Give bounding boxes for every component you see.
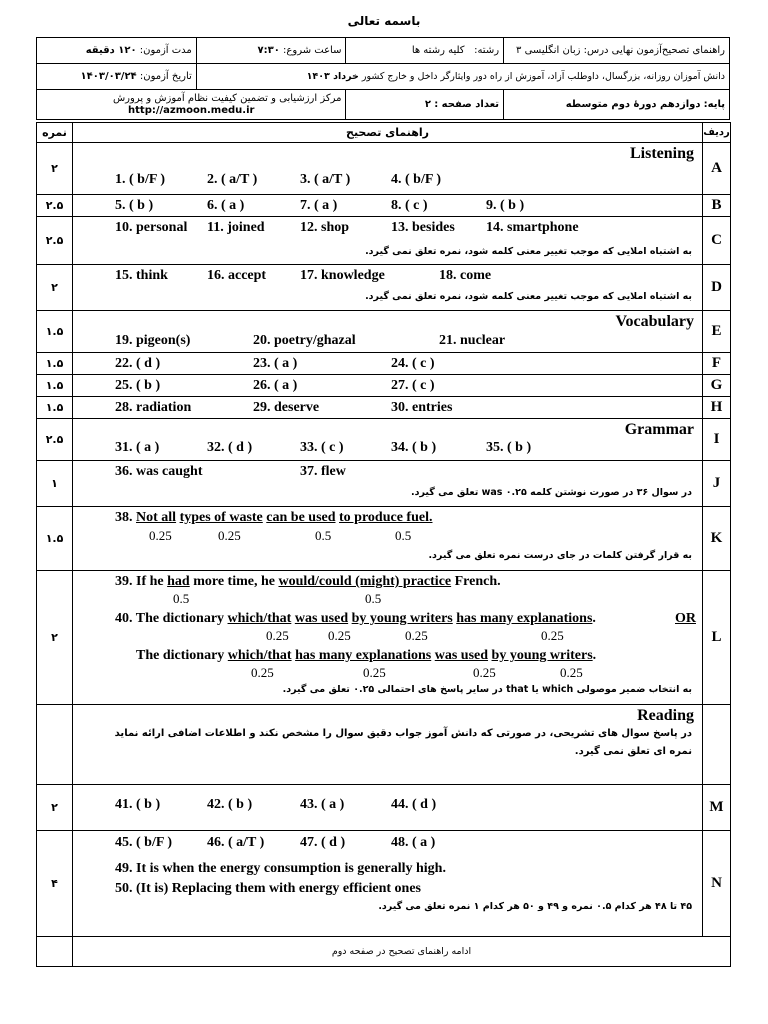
answer-item: 4. ( b/F ) — [391, 172, 442, 187]
question-38: 38. Not all types of waste can be used to produce fuel. — [115, 510, 433, 525]
answer-item: 18. come — [439, 268, 492, 283]
row-score: ۱.۵ — [37, 507, 73, 571]
row-score: ۲ — [37, 143, 73, 195]
part-score: 0.25 — [405, 628, 428, 643]
guide-header: راهنمای تصحیح — [73, 123, 703, 143]
exam-date-value: ۱۴۰۳/۰۳/۲۴ — [80, 71, 137, 82]
row-id: F — [703, 353, 731, 375]
answer-item: 29. deserve — [253, 400, 320, 415]
field-value: کلیه رشته ها — [411, 45, 465, 56]
grading-note: به اشتباه املایی که موجب تغییر معنی کلمه شود، نمره تعلق نمی گیرد. — [365, 246, 692, 257]
answer-item: 12. shop — [300, 220, 350, 235]
question-40-alternative: The dictionary which/that has many explanations was used by young writers. — [136, 648, 597, 663]
row-id: M — [703, 785, 731, 831]
section-grammar: Grammar — [624, 421, 694, 438]
exam-header — [36, 37, 730, 120]
table-row — [37, 143, 731, 195]
page-title: باسمه تعالی — [347, 14, 421, 28]
table-row — [37, 195, 731, 217]
part-score: 0.25 — [363, 665, 386, 680]
row-score: ۱.۵ — [37, 397, 73, 419]
row-id: D — [703, 265, 731, 311]
answer-key-table — [36, 122, 731, 967]
course-label: راهنمای تصحیح‌آزمون نهایی درس: زبان انگلیسی ۳ — [516, 45, 725, 56]
part-score: 0.25 — [149, 528, 172, 543]
footer-row — [37, 937, 731, 967]
answer-item: 1. ( b/F ) — [115, 172, 166, 187]
row-id: C — [703, 217, 731, 265]
part-score: 0.25 — [251, 665, 274, 680]
phrase-part: to produce fuel. — [339, 510, 433, 525]
or-label: OR — [675, 611, 696, 626]
table-row — [37, 353, 731, 375]
row-id: J — [703, 461, 731, 507]
part-score: 0.25 — [560, 665, 583, 680]
answer-item: 27. ( c ) — [391, 378, 435, 393]
answer-item: 44. ( d ) — [391, 797, 437, 812]
section-reading: Reading — [637, 707, 694, 724]
row-header: ردیف — [703, 123, 731, 143]
row-score: ۲.۵ — [37, 217, 73, 265]
row-score: ۱ — [37, 461, 73, 507]
table-row — [37, 831, 731, 937]
center-cell — [37, 90, 346, 120]
answer-item: 36. was caught — [115, 464, 203, 479]
continuation-note: ادامه راهنمای تصحیح در صفحه دوم — [73, 937, 731, 967]
answer-item: 14. smartphone — [486, 220, 579, 235]
row-id: K — [703, 507, 731, 571]
exam-date-cell: تاریخ آزمون: ۱۴۰۳/۰۳/۲۴ — [37, 64, 197, 90]
answer-item: 15. think — [115, 268, 168, 283]
row-score: ۲.۵ — [37, 419, 73, 461]
center-name: مرکز ارزشیابی و تضمین کیفیت نظام آموزش و پرورش — [112, 92, 342, 104]
table-row — [37, 419, 731, 461]
row-id: L — [703, 571, 731, 705]
score-header: نمره — [37, 123, 73, 143]
grading-note: به اشتباه املایی که موجب تغییر معنی کلمه شود، نمره تعلق نمی گیرد. — [365, 291, 692, 302]
grading-note: در سوال ۳۶ در صورت نوشتن کلمه was ۰.۲۵ تعلق می گیرد. — [411, 487, 692, 498]
answer-49: 49. It is when the energy consumption is generally high. — [115, 861, 446, 876]
answer-50: 50. (It is) Replacing them with energy efficient ones — [115, 881, 422, 896]
duration-value: ۱۲۰ دقیقه — [85, 45, 137, 56]
answer-item: 26. ( a ) — [253, 378, 298, 393]
start-time-cell: ساعت شروع: ۷:۳۰ — [196, 38, 346, 64]
part-score: 0.25 — [541, 628, 564, 643]
row-id: E — [703, 311, 731, 353]
answer-item: 33. ( c ) — [300, 440, 344, 455]
answer-item: 37. flew — [300, 464, 346, 479]
answer-item: 8. ( c ) — [391, 198, 428, 213]
answer-item: 19. pigeon(s) — [115, 333, 191, 348]
answer-item: 45. ( b/F ) — [115, 835, 173, 850]
table-header-row — [37, 123, 731, 143]
part-score: 0.25 — [473, 665, 496, 680]
table-row — [37, 571, 731, 705]
answer-item: 16. accept — [207, 268, 267, 283]
table-row — [37, 705, 731, 785]
grading-note: ۴۵ تا ۴۸ هر کدام ۰.۵ نمره و ۴۹ و ۵۰ هر کدام ۱ نمره تعلق می گیرد. — [378, 901, 692, 912]
row-score: ۲.۵ — [37, 195, 73, 217]
question-40: 40. The dictionary which/that was used by young writers has many explanations. — [115, 611, 596, 626]
answer-item: 10. personal — [115, 220, 188, 235]
row-score: ۴ — [37, 831, 73, 937]
section-vocabulary: Vocabulary — [615, 313, 694, 330]
row-score: ۲ — [37, 571, 73, 705]
row-id: I — [703, 419, 731, 461]
table-row — [37, 375, 731, 397]
row-id: B — [703, 195, 731, 217]
row-score: ۲ — [37, 265, 73, 311]
answer-item: 5. ( b ) — [115, 198, 154, 213]
answer-item: 6. ( a ) — [207, 198, 245, 213]
answer-item: 47. ( d ) — [300, 835, 346, 850]
table-row — [37, 311, 731, 353]
table-row — [37, 397, 731, 419]
pages-cell: تعداد صفحه : ۲ — [346, 90, 504, 120]
part-score: 0.25 — [328, 628, 351, 643]
answer-item: 30. entries — [391, 400, 453, 415]
center-url[interactable]: http://azmoon.medu.ir — [128, 104, 255, 116]
row-score: ۱.۵ — [37, 375, 73, 397]
row-score: ۱.۵ — [37, 353, 73, 375]
row-id: H — [703, 397, 731, 419]
answer-item: 25. ( b ) — [115, 378, 161, 393]
answer-item: 17. knowledge — [300, 268, 385, 283]
part-score: 0.25 — [266, 628, 289, 643]
students-text: دانش آموزان روزانه، بزرگسال، داوطلب آزاد، آموزش از راه دور وایثارگر داخل و خارج کشور — [361, 71, 725, 82]
answer-item: 20. poetry/ghazal — [253, 333, 356, 348]
answer-item: 2. ( a/T ) — [207, 172, 258, 187]
answer-item: 28. radiation — [115, 400, 192, 415]
reading-note: در پاسخ سوال های تشریحی، در صورتی که دانش آموز جواب دقیق سوال را مشخص نکند و اطلاعات اضافی ارائه نماید نمره ای تعلق نمی گیرد. — [114, 728, 692, 757]
course-cell — [504, 38, 730, 64]
question-39: 39. If he had more time, he would/could (might) practice French. — [115, 574, 501, 589]
grade-value: دوازدهم دورهٔ دوم متوسطه — [565, 99, 701, 110]
exam-month: خرداد ۱۴۰۳ — [306, 71, 359, 82]
part-score: 0.5 — [365, 591, 382, 606]
duration-cell: مدت آزمون: ۱۲۰ دقیقه — [37, 38, 197, 64]
answer-item: 21. nuclear — [439, 333, 506, 348]
answer-item: 43. ( a ) — [300, 797, 345, 812]
students-cell — [196, 64, 729, 90]
table-row — [37, 461, 731, 507]
row-id: A — [703, 143, 731, 195]
answer-item: 32. ( d ) — [207, 440, 253, 455]
phrase-part: can be used — [266, 510, 336, 525]
answer-item: 13. besides — [391, 220, 455, 235]
answer-item: 31. ( a ) — [115, 440, 160, 455]
answer-item: 23. ( a ) — [253, 356, 298, 371]
grading-note: به قرار گرفتن کلمات در جای درست نمره تعلق می گیرد. — [428, 550, 692, 561]
answer-item: 48. ( a ) — [391, 835, 436, 850]
row-id: G — [703, 375, 731, 397]
answer-item: 24. ( c ) — [391, 356, 435, 371]
row-id: N — [703, 831, 731, 937]
part-score: 0.5 — [173, 591, 190, 606]
field-cell: رشته: کلیه رشته ها — [346, 38, 504, 64]
phrase-part: types of waste — [179, 510, 263, 525]
row-score: ۲ — [37, 785, 73, 831]
answer-item: 7. ( a ) — [300, 198, 338, 213]
section-listening: Listening — [629, 145, 694, 162]
answer-item: 9. ( b ) — [486, 198, 525, 213]
grading-note: به انتخاب ضمیر موصولی which یا that در سایر پاسخ های احتمالی ۰.۲۵ تعلق می گیرد. — [282, 684, 692, 695]
answer-item: 41. ( b ) — [115, 797, 161, 812]
grade-cell: پایه: دوازدهم دورهٔ دوم متوسطه — [504, 90, 730, 120]
start-time-value: ۷:۳۰ — [257, 45, 280, 56]
pages-value: ۲ — [424, 99, 432, 110]
answer-item: 35. ( b ) — [486, 440, 532, 455]
answer-item: 34. ( b ) — [391, 440, 437, 455]
answer-item: 46. ( a/T ) — [207, 835, 265, 850]
answer-item: 11. joined — [207, 220, 265, 235]
answer-item: 3. ( a/T ) — [300, 172, 351, 187]
table-row — [37, 265, 731, 311]
table-row — [37, 507, 731, 571]
table-row — [37, 217, 731, 265]
table-row — [37, 785, 731, 831]
answer-item: 42. ( b ) — [207, 797, 253, 812]
part-score: 0.5 — [315, 528, 332, 543]
phrase-part: Not all — [136, 510, 177, 525]
part-score: 0.25 — [218, 528, 241, 543]
part-score: 0.5 — [395, 528, 412, 543]
answer-item: 22. ( d ) — [115, 356, 161, 371]
row-score: ۱.۵ — [37, 311, 73, 353]
